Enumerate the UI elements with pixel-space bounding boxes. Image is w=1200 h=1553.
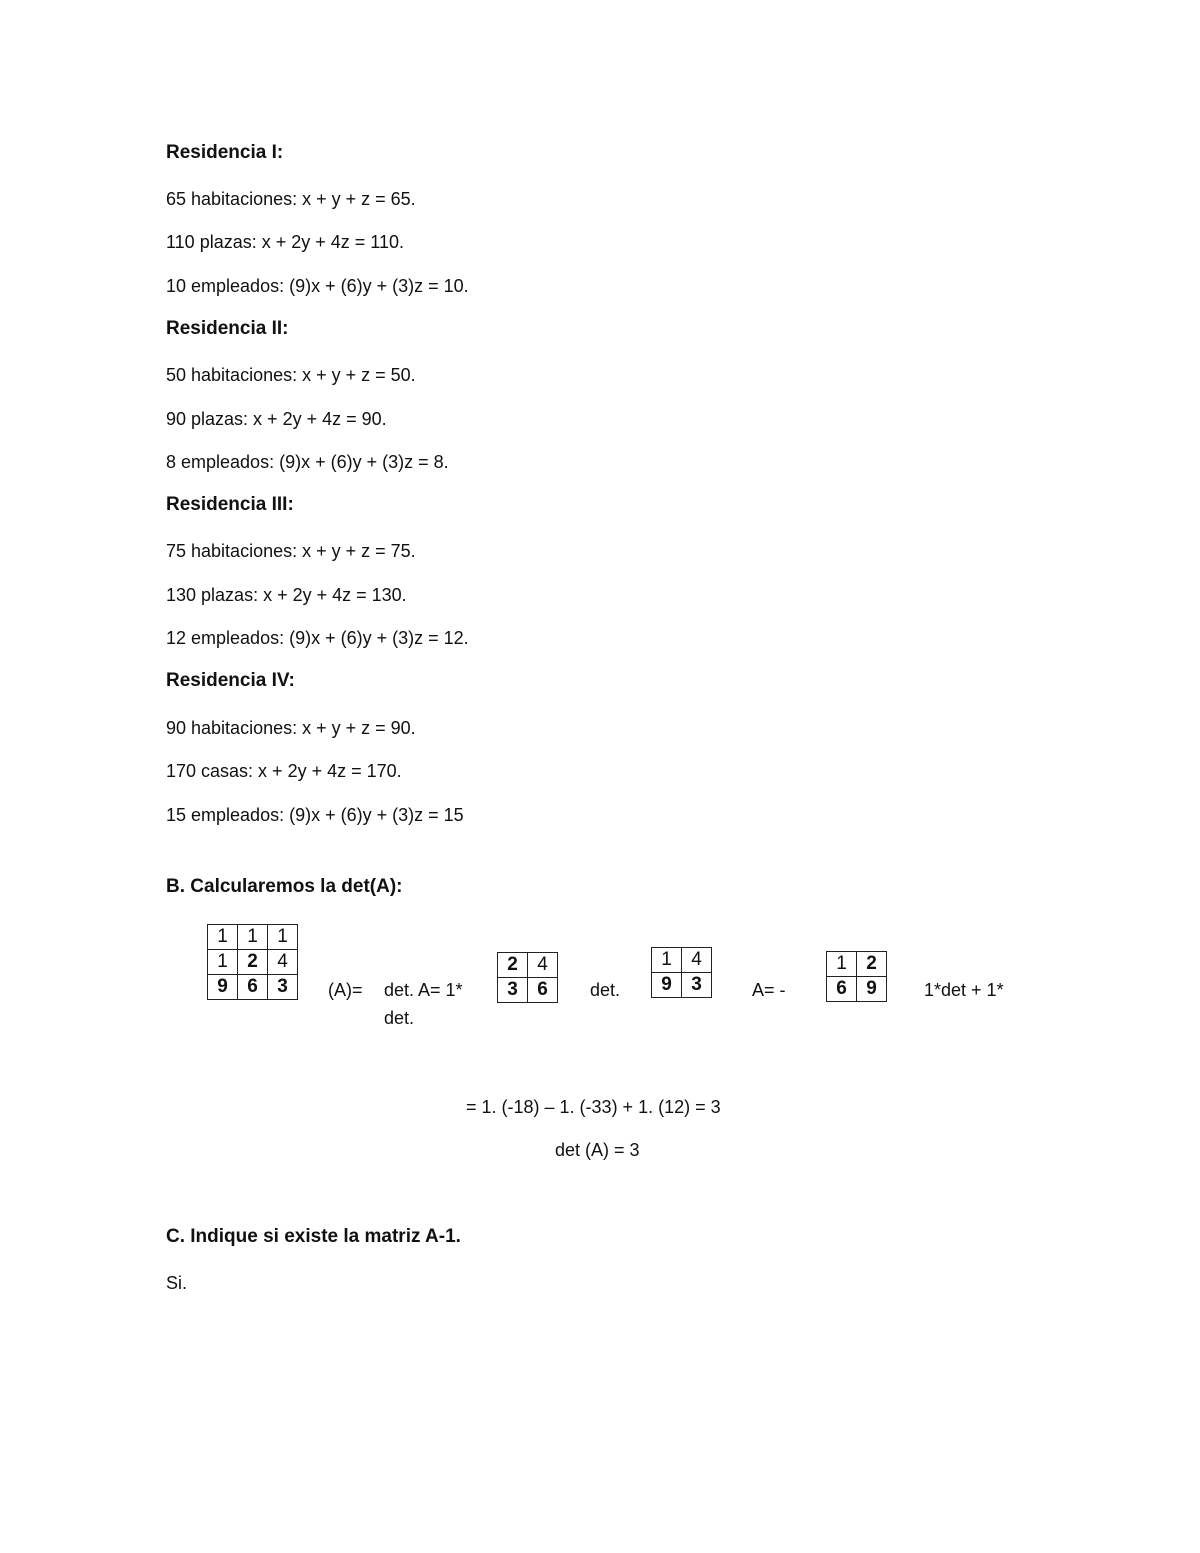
heading-part-b: B. Calcularemos la det(A): xyxy=(166,876,403,897)
label-a-minus: A= - xyxy=(752,980,786,1000)
line-empleados-4: 15 empleados: (9)x + (6)y + (3)z = 15 xyxy=(166,805,464,825)
line-habitaciones-4: 90 habitaciones: x + y + z = 90. xyxy=(166,718,416,738)
det-result: det (A) = 3 xyxy=(555,1140,640,1160)
matrix-a xyxy=(207,924,298,1000)
det-a-line1: det. A= 1* xyxy=(384,980,463,1000)
minor-2-cell: 4 xyxy=(682,948,712,973)
line-plazas-1: 110 plazas: x + 2y + 4z = 110. xyxy=(166,232,404,252)
line-empleados-2: 8 empleados: (9)x + (6)y + (3)z = 8. xyxy=(166,452,449,472)
minor-2-cell: 1 xyxy=(652,948,682,973)
minor-matrix-2 xyxy=(651,947,712,998)
line-plazas-3: 130 plazas: x + 2y + 4z = 130. xyxy=(166,585,407,605)
minor-3-cell: 9 xyxy=(857,977,887,1002)
matrix-a-cell: 1 xyxy=(238,925,268,950)
line-empleados-1: 10 empleados: (9)x + (6)y + (3)z = 10. xyxy=(166,276,469,296)
label-det: det. xyxy=(590,980,621,1000)
minor-3-cell: 6 xyxy=(827,977,857,1002)
answer-c: Si. xyxy=(166,1273,188,1293)
minor-3-cell: 1 xyxy=(827,952,857,977)
heading-residencia-1: Residencia I: xyxy=(166,142,284,163)
det-a-line2: det. xyxy=(384,1008,415,1028)
minor-matrix-1 xyxy=(497,952,558,1003)
label-tail: 1*det + 1* xyxy=(924,980,1004,1000)
line-empleados-3: 12 empleados: (9)x + (6)y + (3)z = 12. xyxy=(166,628,469,648)
line-habitaciones-1: 65 habitaciones: x + y + z = 65. xyxy=(166,189,416,209)
heading-residencia-4: Residencia IV: xyxy=(166,670,295,691)
minor-2-cell: 9 xyxy=(652,973,682,998)
minor-1-cell: 3 xyxy=(498,978,528,1003)
heading-residencia-2: Residencia II: xyxy=(166,318,289,339)
matrix-a-cell: 1 xyxy=(268,925,298,950)
matrix-a-cell: 9 xyxy=(208,975,238,1000)
minor-1-cell: 4 xyxy=(528,953,558,978)
matrix-a-cell: 1 xyxy=(208,950,238,975)
line-plazas-2: 90 plazas: x + 2y + 4z = 90. xyxy=(166,409,387,429)
heading-residencia-3: Residencia III: xyxy=(166,494,294,515)
minor-matrix-3 xyxy=(826,951,887,1002)
minor-1-cell: 2 xyxy=(498,953,528,978)
matrix-a-cell: 1 xyxy=(208,925,238,950)
line-habitaciones-2: 50 habitaciones: x + y + z = 50. xyxy=(166,365,416,385)
heading-part-c: C. Indique si existe la matriz A-1. xyxy=(166,1226,461,1247)
matrix-a-cell: 6 xyxy=(238,975,268,1000)
matrix-a-cell: 4 xyxy=(268,950,298,975)
line-casas-4: 170 casas: x + 2y + 4z = 170. xyxy=(166,761,402,781)
result-line: = 1. (-18) – 1. (-33) + 1. (12) = 3 xyxy=(466,1097,721,1117)
line-habitaciones-3: 75 habitaciones: x + y + z = 75. xyxy=(166,541,416,561)
matrix-a-cell: 2 xyxy=(238,950,268,975)
matrix-a-cell: 3 xyxy=(268,975,298,1000)
minor-1-cell: 6 xyxy=(528,978,558,1003)
minor-2-cell: 3 xyxy=(682,973,712,998)
label-a-equals: (A)= xyxy=(328,980,363,1000)
minor-3-cell: 2 xyxy=(857,952,887,977)
